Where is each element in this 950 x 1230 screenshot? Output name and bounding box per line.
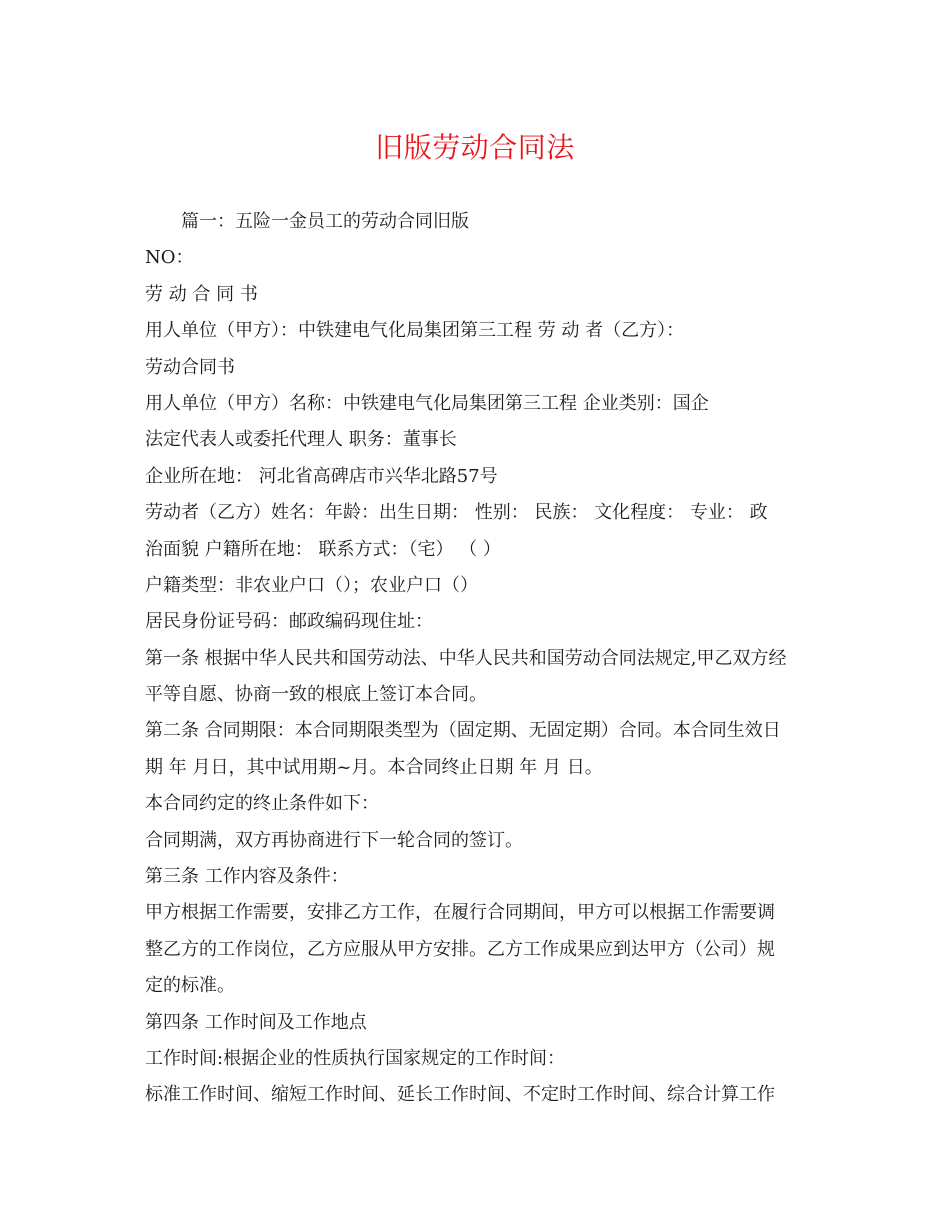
text-line: 合同期满，双方再协商进行下一轮合同的签订。 (145, 829, 523, 851)
text-line: 平等自愿、协商一致的根底上签订本合同。 (145, 684, 487, 706)
text-line: 企业所在地： 河北省高碑店市兴华北路57号 (145, 465, 498, 487)
text-line: 用人单位（甲方）名称：中铁建电气化局集团第三工程 企业类别：国企 (145, 392, 709, 414)
document-title: 旧版劳动合同法 (375, 131, 575, 164)
article-line: 第一条 根据中华人民共和国劳动法、中华人民共和国劳动合同法规定,甲乙双方经 (145, 647, 787, 669)
text-line: 用人单位（甲方）：中铁建电气化局集团第三工程 劳 动 者（乙方）： (145, 320, 685, 342)
text-line: 标准工作时间、缩短工作时间、延长工作时间、不定时工作时间、综合计算工作 (145, 1084, 775, 1106)
text-line: 甲方根据工作需要，安排乙方工作，在履行合同期间，甲方可以根据工作需要调 (145, 902, 775, 924)
document-body (145, 204, 805, 1114)
text-line: 居民身份证号码：邮政编码现住址： (145, 611, 433, 633)
text-line: 法定代表人或委托代理人 职务：董事长 (145, 429, 457, 451)
text-line: 劳动者（乙方）姓名：年龄：出生日期： 性别： 民族： 文化程度： 专业： 政 (145, 502, 768, 524)
text-line: 本合同约定的终止条件如下： (145, 793, 379, 815)
text-line: 整乙方的工作岗位，乙方应服从甲方安排。乙方工作成果应到达甲方（公司）规 (145, 938, 775, 960)
text-line: 工作时间:根据企业的性质执行国家规定的工作时间： (145, 1047, 566, 1069)
contract-number: NO： (145, 247, 194, 269)
text-line: 期 年 月日，其中试用期~月。本合同终止日期 年 月 日。 (145, 756, 603, 778)
contract-heading: 劳 动 合 同 书 (145, 283, 258, 305)
text-line: 定的标准。 (145, 975, 235, 997)
article-line: 第四条 工作时间及工作地点 (145, 1011, 367, 1033)
text-line: 户籍类型：非农业户口（）；农业户口（） (145, 574, 478, 596)
text-line: 治面貌 户籍所在地： 联系方式：（宅） （ ） (145, 538, 501, 560)
section-heading: 篇一：五险一金员工的劳动合同旧版 (181, 211, 469, 232)
contract-heading: 劳动合同书 (145, 356, 235, 378)
article-line: 第二条 合同期限：本合同期限类型为（固定期、无固定期）合同。本合同生效日 (145, 720, 781, 742)
article-line: 第三条 工作内容及条件： (145, 866, 349, 888)
